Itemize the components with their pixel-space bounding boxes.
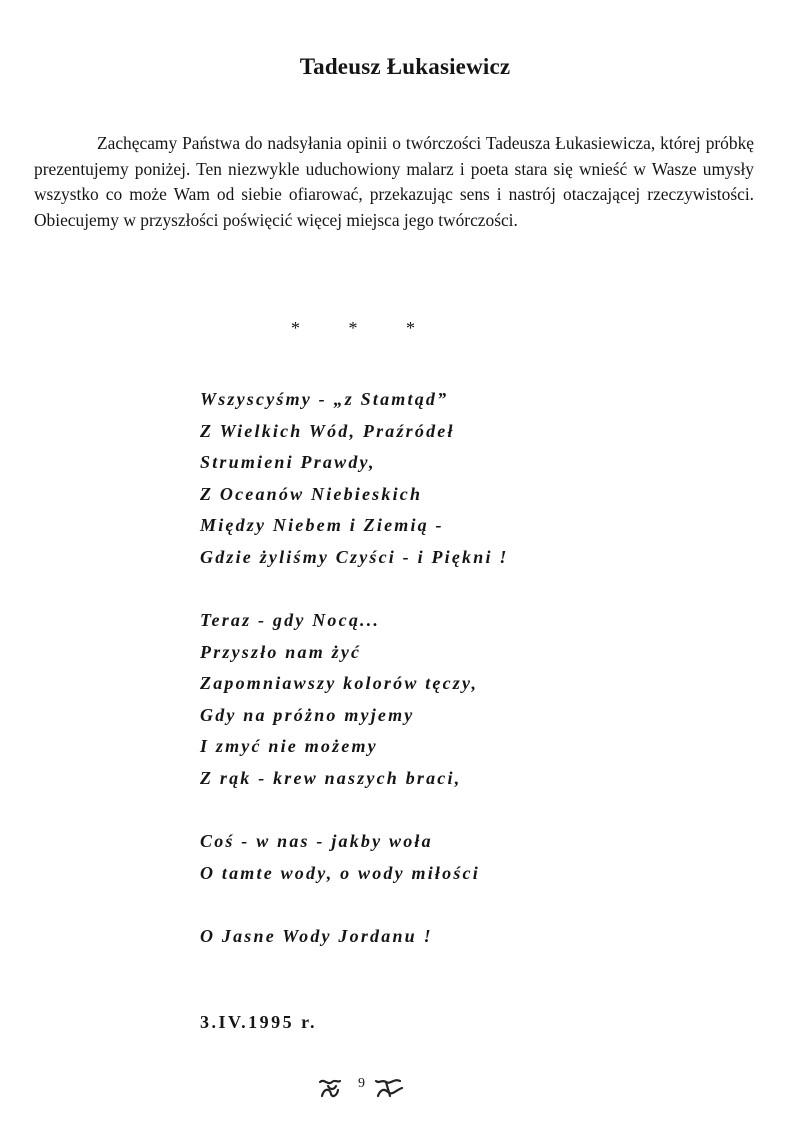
poem-line: Gdzie żyliśmy Czyści - i Piękni ! — [200, 546, 509, 567]
poem-line: I zmyć nie możemy — [200, 736, 378, 756]
poem-line: Coś - w nas - jakby woła — [200, 831, 433, 851]
poem-stanza-3 — [200, 826, 760, 889]
poem — [200, 384, 760, 985]
poem-line: Teraz - gdy Nocą... — [200, 610, 381, 630]
intro-text: Zachęcamy Państwa do nadsyłania opinii o twórczości Tadeusza Łukasiewicza, której próbkę prezentujemy poniżej. Ten niezwykle uduchowiony malarz i poeta stara się wnieść w Wasze umysły wszystko co może Wam od siebie ofiarować, przekazując sens i nastrój otaczającej rzeczywistości. Obiecujemy w przyszłości poświęcić więcej miejsca jego twórczości. — [34, 133, 754, 230]
page-title — [0, 54, 800, 80]
page-number: 9 — [358, 1076, 365, 1091]
poem-line: Gdy na próżno myjemy — [200, 704, 415, 725]
poem-stanza-2 — [200, 605, 760, 794]
poem-line: Z Oceanów Niebieskich — [200, 483, 423, 504]
section-separator: * * * — [291, 318, 437, 338]
poem-line: Między Niebem i Ziemią - — [200, 515, 444, 535]
poem-line: O tamte wody, o wody miłości — [200, 862, 480, 883]
title-text: Tadeusz Łukasiewicz — [299, 54, 511, 79]
ornament-left-icon — [320, 1081, 340, 1096]
poem-line: Zapomniawszy kolorów tęczy, — [200, 673, 479, 693]
poem-line: Z rąk - krew naszych braci, — [200, 767, 462, 788]
page-footer — [318, 1076, 408, 1100]
poem-line: Z Wielkich Wód, Praźródeł — [200, 420, 455, 441]
poem-stanza-1 — [200, 384, 760, 573]
intro-paragraph — [34, 131, 754, 233]
poem-line: Wszyscyśmy - „z Stamtąd” — [200, 389, 449, 409]
poem-date: 3.IV.1995 r. — [200, 1012, 318, 1032]
poem-stanza-4 — [200, 921, 760, 953]
poem-line: Przyszło nam żyć — [200, 641, 362, 662]
ornament-right-icon — [376, 1080, 402, 1096]
poem-line: Strumieni Prawdy, — [200, 452, 376, 472]
poem-line: O Jasne Wody Jordanu ! — [200, 926, 433, 946]
